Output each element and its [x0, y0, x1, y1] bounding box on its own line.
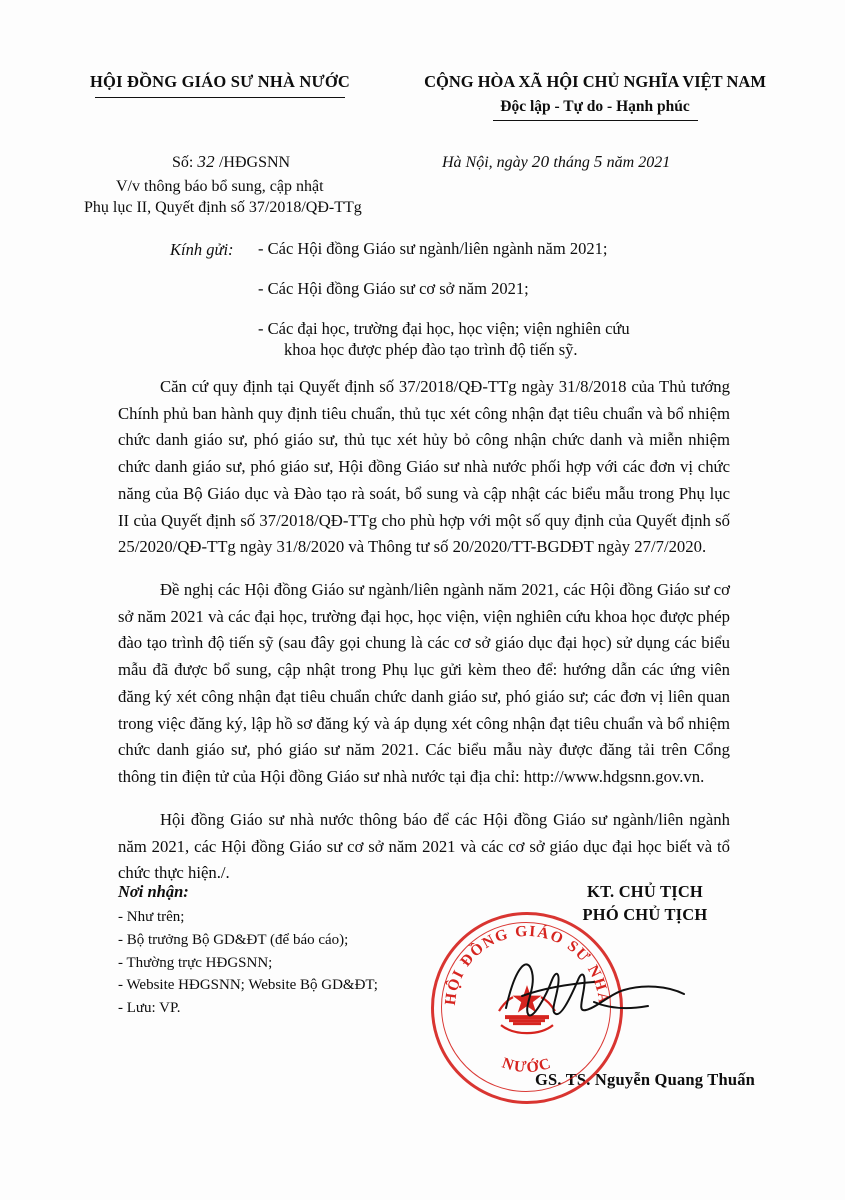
- list-item: [258, 238, 798, 260]
- document-number-label: Số:: [172, 154, 194, 171]
- recipients-list: [258, 238, 798, 379]
- body-paragraph: Đề nghị các Hội đồng Giáo sư ngành/liên ngành năm 2021, các Hội đồng Giáo sư cơ sở năm 2021 và các đại học, trường đại học, học viện, viện nghiên cứu khoa học được phép đào tạo trình độ tiến sỹ (sau đây gọi chung là các cơ sở giáo dục đại học) sử dụng các biểu mẫu đã được bổ sung, cập nhật trong Phụ lục gửi kèm theo để: hướng dẫn các ứng viên đăng ký xét công nhận đạt tiêu chuẩn chức danh giáo sư, phó giáo sư; các đơn vị liên quan trong việc đăng ký, lập hồ sơ đăng ký và áp dụng xét công nhận đạt tiêu chuẩn và bổ nhiệm chức danh giáo sư, phó giáo sư năm 2021. Các biểu mẫu này được đăng tải trên Cổng thông tin điện tử của Hội đồng Giáo sư nhà nước tại địa chỉ: http://www.hdgsnn.gov.vn.: [118, 580, 730, 787]
- recipient-text-continued: khoa học được phép đào tạo trình độ tiến sỹ.: [284, 340, 578, 360]
- document-meta: [0, 152, 845, 220]
- month-label: tháng: [553, 154, 590, 171]
- issuing-organization-name: HỘI ĐỒNG GIÁO SƯ NHÀ NƯỚC: [90, 72, 350, 91]
- list-item: - Như trên;: [118, 909, 185, 925]
- recipient-text: - Các Hội đồng Giáo sư ngành/liên ngành năm 2021;: [258, 239, 608, 258]
- country-name: CỘNG HÒA XÃ HỘI CHỦ NGHĨA VIỆT NAM: [424, 72, 766, 91]
- document-footer: [0, 882, 845, 1112]
- list-item: - Lưu: VP.: [118, 1000, 181, 1017]
- place-label: Hà Nội, ngày: [442, 154, 528, 171]
- document-number-value: 32: [197, 152, 215, 171]
- distribution-list: [118, 882, 448, 1020]
- date-month: 5: [593, 152, 603, 171]
- recipients-label: Kính gửi:: [170, 240, 234, 259]
- national-motto: Độc lập - Tự do - Hạnh phúc: [500, 98, 690, 115]
- list-item: - Website HĐGSNN; Website Bộ GD&ĐT;: [118, 977, 378, 994]
- recipient-text: - Các đại học, trường đại học, học viện; viện nghiên cứu: [258, 318, 630, 338]
- seal-bottom-text: NƯỚC: [499, 1054, 555, 1077]
- national-heading: [395, 72, 795, 121]
- date-year: 2021: [638, 154, 671, 171]
- document-number-suffix: /HĐGSNN: [218, 154, 291, 171]
- distribution-list-title: Nơi nhận:: [118, 882, 189, 901]
- year-label: năm: [606, 154, 635, 171]
- signer-authority: KT. CHỦ TỊCH: [587, 882, 703, 901]
- list-item: - Thường trực HĐGSNN;: [118, 954, 273, 971]
- organization-underline: [95, 97, 345, 98]
- body-paragraph: Hội đồng Giáo sư nhà nước thông báo để các Hội đồng Giáo sư ngành/liên ngành năm 2021, các Hội đồng Giáo sư cơ sở năm 2021 và các cơ sở giáo dục đại học biết và tổ chức thực hiện./.: [118, 809, 730, 883]
- list-item: - Bộ trưởng Bộ GD&ĐT (để báo cáo);: [118, 931, 349, 948]
- document-header: [0, 72, 845, 142]
- document-number-block: [80, 152, 450, 217]
- date-day: 20: [531, 152, 550, 171]
- recipient-text: - Các Hội đồng Giáo sư cơ sở năm 2021;: [258, 278, 529, 298]
- body-paragraph: Căn cứ quy định tại Quyết định số 37/2018/QĐ-TTg ngày 31/8/2018 của Thủ tướng Chính phủ ban hành quy định tiêu chuẩn, thủ tục xét công nhận đạt tiêu chuẩn và bổ nhiệm chức danh giáo sư, phó giáo sư, thủ tục xét hủy bỏ công nhận chức danh và miễn nhiệm chức danh giáo sư, phó giáo sư, Hội đồng Giáo sư nhà nước phối hợp với các đơn vị chức năng của Bộ Giáo dục và Đào tạo rà soát, bổ sung và cập nhật các biểu mẫu trong Phụ lục II của Quyết định số 37/2018/QĐ-TTg cho phù hợp với một số quy định của Quyết định số 25/2020/QĐ-TTg ngày 31/8/2020 và Thông tư số 20/2020/TT-BGDĐT ngày 27/7/2020.: [118, 377, 730, 557]
- signer-position: PHÓ CHỦ TỊCH: [582, 905, 708, 924]
- motto-underline: [493, 120, 698, 121]
- document-number-line: [80, 152, 450, 172]
- list-item: [258, 278, 798, 300]
- place-date-block: [430, 152, 830, 172]
- document-subject-line-1: V/v thông báo bổ sung, cập nhật: [116, 178, 324, 195]
- seal-top-text: HỘI ĐỒNG GIÁO SƯ NHÀ: [441, 922, 613, 1007]
- issuing-organization: [60, 72, 380, 98]
- signer-name: GS. TS. Nguyễn Quang Thuấn: [534, 1070, 756, 1089]
- place-date-line: [430, 152, 830, 172]
- document-body: [118, 374, 730, 887]
- document-subject-line-2: Phụ lục II, Quyết định số 37/2018/QĐ-TTg: [84, 199, 362, 216]
- list-item: [258, 318, 798, 362]
